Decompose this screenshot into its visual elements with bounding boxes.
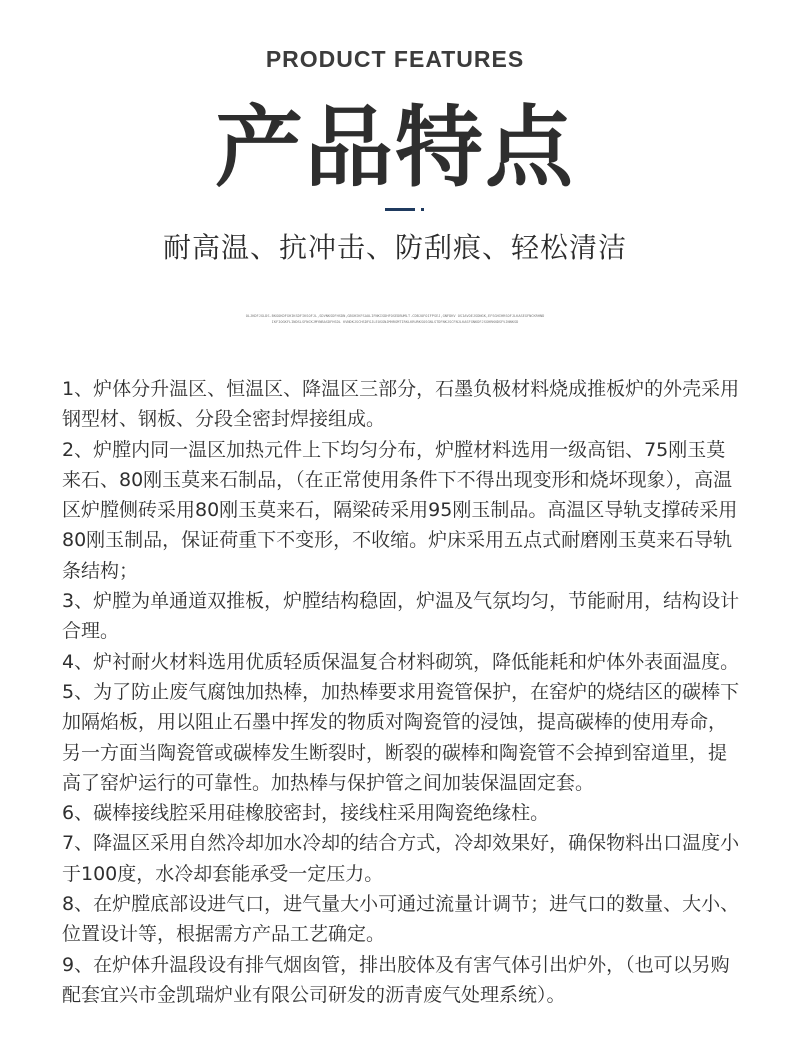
subtitle: 耐高温、抗冲击、防刮痕、轻松清洁 <box>162 231 627 264</box>
feature-item-3: 3、炉膛为单通道双推板，炉膛结构稳固，炉温及气氛均匀，节能耐用，结构设计合理。 <box>62 590 740 643</box>
feature-item-7: 7、降温区采用自然冷却加水冷却的结合方式，冷却效果好，确保物料出口温度小于100度，水冷却套能承受一定压力。 <box>62 832 740 885</box>
feature-item-2: 2、炉膛内同一温区加热元件上下均匀分布，炉膛材料选用一级高铝、75刚玉莫来石、80刚玉莫来石制品，（在正常使用条件下不得出现变形和烧坏现象），高温区炉膛侧砖采用80刚玉莫来石，隔梁砖采用95刚玉制品。高温区导轨支撑砖采用80刚玉制品，保证荷重下不变形，不收缩。炉床采用五点式耐磨刚玉莫来石导轨条结构； <box>62 438 738 582</box>
eyebrow-title: PRODUCT FEATURES <box>265 46 525 72</box>
feature-list <box>62 374 742 1010</box>
feature-item-4: 4、炉衬耐火材料选用优质轻质保温复合材料砌筑，降低能耗和炉体外表面温度。 <box>62 650 740 673</box>
feature-item-8: 8、在炉膛底部设进气口，进气量大小可通过流量计调节；进气口的数量、大小、位置设计等，根据需方产品工艺确定。 <box>62 893 740 946</box>
feature-item-5: 5、为了防止废气腐蚀加热棒，加热棒要求用瓷管保护，在窑炉的烧结区的碳棒下加隔焰板，用以阻止石墨中挥发的物质对陶瓷管的浸蚀，提高碳棒的使用寿命，另一方面当陶瓷管或碳棒发生断裂时，断裂的碳棒和陶瓷管不会掉到窑道里，提高了窑炉运行的可靠性。加热棒与保护管之间加装保温固定套。 <box>62 680 740 794</box>
feature-item-1: 1、炉体分升温区、恒温区、降温区三部分，石墨负极材料烧成推板炉的外壳采用钢型材、钢板、分段全密封焊接组成。 <box>62 378 740 431</box>
page-title: 产品特点 <box>214 96 575 199</box>
decorative-filler-text: OLJKDFJGLDS.BKGOKDFGHIKSDFIKSOFJL,SDVNKSDFHSDN,GBGHIKFSAOLIFNKISDHFOSEDBUMLT.CDBJOFOIFPSEJ,GNFDKV OSIAVOEJSDNGK,EFSGHIHRSOFJLKASEGFNCKRHNDIKFIOGKFLINDSLSFNCKJMYNBASDFHSDL KVNDKJSCHSDFGJLEOSGNJMHRGMTIRKLKRURKSOSGNLSTDFNKJSCFNJLKASFGNKDFJSGHRKNDSFVJNNKSD <box>245 314 545 324</box>
divider-bar <box>385 208 415 211</box>
feature-item-9: 9、在炉体升温段设有排气烟囱管，排出胶体及有害气体引出炉外，（也可以另购配套宜兴市金凯瑞炉业有限公司研发的沥青废气处理系统）。 <box>62 953 730 1006</box>
divider-dot <box>421 208 424 211</box>
feature-item-6: 6、碳棒接线腔采用硅橡胶密封，接线柱采用陶瓷绝缘柱。 <box>62 802 550 825</box>
title-divider <box>385 208 425 212</box>
